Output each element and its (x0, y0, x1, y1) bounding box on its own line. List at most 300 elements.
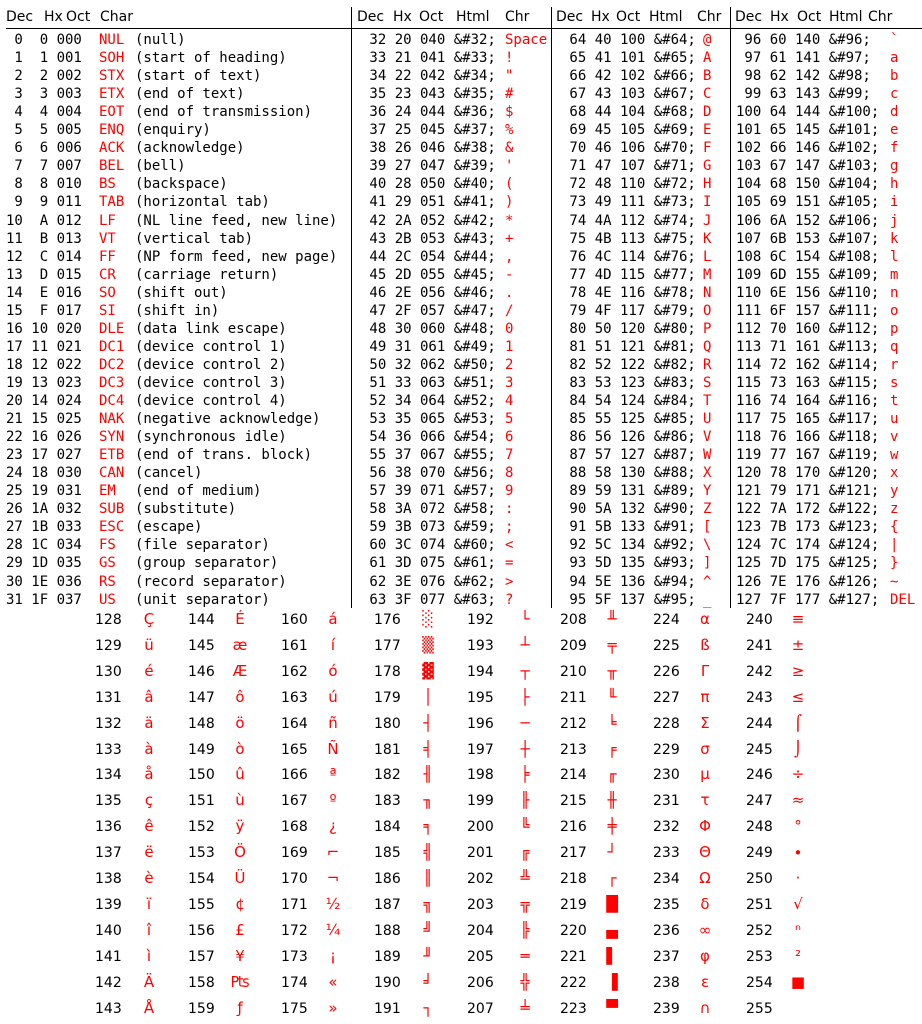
extended-code: 129 (95, 637, 122, 654)
control-description: (device control 1) (135, 338, 287, 355)
extended-char: ¬ (326, 869, 340, 887)
column-header: Oct (66, 9, 91, 25)
extended-char: ╤ (607, 635, 617, 654)
ascii-char: N (703, 284, 712, 301)
ascii-char: * (505, 212, 514, 229)
control-abbrev: LF (99, 212, 116, 229)
extended-char: ë (144, 843, 154, 862)
control-abbrev: BEL (99, 158, 125, 175)
ascii-char: l (890, 248, 899, 265)
extended-code: 141 (95, 948, 122, 965)
extended-char: Æ (232, 661, 248, 680)
ascii-code: 59 3B 073 &#59; (361, 519, 496, 536)
extended-code: 132 (95, 715, 122, 732)
extended-code: 143 (95, 1000, 122, 1017)
extended-char: ╠ (520, 920, 530, 939)
ascii-code: 118 76 166 &#118; (736, 429, 880, 446)
extended-char: σ (700, 739, 710, 758)
extended-code: 211 (560, 689, 587, 706)
extended-char: ≈ (791, 791, 805, 810)
extended-code: 162 (281, 663, 308, 680)
ascii-code: 104 68 150 &#104; (736, 176, 880, 193)
extended-code: 159 (188, 1000, 215, 1017)
ascii-char: 6 (505, 429, 514, 446)
ascii-char: 4 (505, 393, 514, 409)
ascii-code: 24 18 030 (6, 465, 82, 482)
extended-code: 217 (560, 845, 587, 862)
extended-code: 140 (95, 922, 122, 939)
column-header: Chr (505, 9, 530, 25)
column-header: Dec (556, 9, 584, 25)
ascii-char: ] (703, 555, 712, 572)
ascii-char: / (505, 302, 514, 319)
extended-code: 251 (746, 896, 773, 913)
extended-code: 243 (746, 689, 773, 706)
ascii-code: 68 44 104 &#68; (561, 104, 696, 121)
ascii-code: 117 75 165 &#117; (736, 411, 880, 428)
ascii-char: : (505, 501, 514, 518)
extended-code: 236 (653, 922, 680, 939)
ascii-code: 12 C 014 (6, 248, 82, 265)
extended-code: 130 (95, 663, 122, 680)
ascii-char: v (890, 429, 899, 446)
ascii-char: g (890, 158, 899, 175)
extended-char: ₧ (230, 972, 250, 991)
extended-code: 245 (746, 741, 773, 758)
ascii-char: p (890, 320, 899, 337)
extended-char: ╗ (423, 894, 433, 913)
extended-code: 215 (560, 793, 587, 810)
ascii-code: 78 4E 116 &#78; (561, 284, 696, 301)
extended-char: ═ (520, 946, 530, 965)
extended-char: α (700, 610, 710, 628)
ascii-code: 57 39 071 &#57; (361, 483, 496, 500)
extended-code: 237 (653, 948, 680, 965)
extended-char: φ (700, 946, 710, 965)
control-abbrev: US (99, 591, 116, 608)
extended-char: ¼ (325, 920, 341, 939)
extended-char: ∞ (698, 920, 712, 939)
extended-code: 135 (95, 793, 122, 810)
extended-code: 199 (467, 793, 494, 810)
extended-char: ╚ (520, 817, 530, 836)
ascii-code: 16 10 020 (6, 320, 82, 337)
extended-char: ⌐ (326, 843, 340, 862)
extended-char: ≤ (791, 687, 805, 706)
extended-code: 155 (188, 896, 215, 913)
ascii-code: 73 49 111 &#73; (561, 194, 696, 211)
control-abbrev: FF (99, 248, 116, 265)
ascii-char: O (703, 302, 712, 319)
extended-ascii-table (0, 610, 922, 1024)
extended-char: ╨ (607, 610, 617, 628)
column-header: Dec (6, 9, 34, 25)
control-abbrev: ENQ (99, 122, 125, 139)
extended-code: 179 (374, 689, 401, 706)
ascii-char: ' (505, 158, 514, 175)
ascii-code: 86 56 126 &#86; (561, 429, 696, 446)
extended-char: ╬ (520, 972, 530, 991)
ascii-code: 50 32 062 &#50; (361, 356, 496, 373)
ascii-char: L (703, 248, 712, 265)
ascii-code: 106 6A 152 &#106; (736, 212, 880, 229)
control-abbrev: DLE (99, 320, 125, 337)
control-abbrev: CR (99, 266, 116, 283)
ascii-char: F (703, 140, 712, 157)
extended-char: ▓ (422, 661, 434, 680)
extended-code: 174 (281, 974, 308, 991)
ascii-char: r (890, 356, 899, 373)
ascii-code: 40 28 050 &#40; (361, 176, 496, 193)
extended-code: 144 (188, 612, 215, 628)
ascii-code: 41 29 051 &#41; (361, 194, 496, 211)
ascii-char: { (890, 519, 899, 536)
extended-char: ª (329, 765, 337, 784)
extended-code: 161 (281, 637, 308, 654)
extended-code: 234 (653, 871, 680, 887)
ascii-char: J (703, 212, 712, 229)
ascii-code: 113 71 161 &#113; (736, 338, 880, 355)
ascii-code: 18 12 022 (6, 356, 82, 373)
extended-char: √ (793, 894, 803, 913)
ascii-code: 110 6E 156 &#110; (736, 284, 880, 301)
extended-char: π (700, 687, 710, 706)
extended-char: ╩ (520, 869, 530, 887)
ascii-code: 114 72 162 &#114; (736, 356, 880, 373)
control-description: (acknowledge) (135, 140, 245, 157)
ascii-code: 23 17 027 (6, 447, 82, 464)
ascii-char: | (890, 537, 899, 554)
extended-code: 158 (188, 974, 215, 991)
control-abbrev: SI (99, 302, 116, 319)
ascii-code: 7 7 007 (6, 158, 82, 175)
extended-code: 147 (188, 689, 215, 706)
ascii-code: 2 2 002 (6, 68, 82, 85)
ascii-char: X (703, 465, 712, 482)
extended-char: ╒ (607, 739, 617, 758)
ascii-code: 8 8 010 (6, 176, 82, 193)
control-abbrev: BS (99, 176, 116, 193)
extended-char: É (235, 610, 245, 628)
ascii-code: 91 5B 133 &#91; (561, 519, 696, 536)
extended-code: 202 (467, 871, 494, 887)
ascii-code: 14 E 016 (6, 284, 82, 301)
ascii-code: 116 74 164 &#116; (736, 393, 880, 409)
ascii-code: 43 2B 053 &#43; (361, 230, 496, 247)
control-description: (carriage return) (135, 266, 279, 283)
extended-char: ∙ (793, 843, 803, 862)
ascii-code: 30 1E 036 (6, 573, 82, 590)
extended-char: ¡ (329, 946, 336, 965)
ascii-code: 4 4 004 (6, 104, 82, 121)
control-description: (shift out) (135, 284, 228, 301)
ascii-code: 88 58 130 &#88; (561, 465, 696, 482)
extended-code: 226 (653, 663, 680, 680)
extended-code: 196 (467, 715, 494, 732)
extended-char: ▐ (606, 972, 618, 991)
extended-code: 151 (188, 793, 215, 810)
extended-code: 244 (746, 715, 773, 732)
control-description: (device control 3) (135, 374, 287, 391)
extended-code: 221 (560, 948, 587, 965)
column-header: Dec (357, 9, 385, 25)
ascii-code: 95 5F 137 &#95; (561, 591, 696, 608)
extended-char: ┼ (520, 739, 530, 758)
ascii-char: ^ (703, 573, 712, 590)
ascii-code: 85 55 125 &#85; (561, 411, 696, 428)
extended-char: ó (328, 661, 338, 680)
ascii-char: 0 (505, 320, 514, 337)
extended-code: 241 (746, 637, 773, 654)
ascii-code: 119 77 167 &#119; (736, 447, 880, 464)
ascii-char: } (890, 555, 899, 572)
extended-code: 189 (374, 948, 401, 965)
ascii-code: 62 3E 076 &#62; (361, 573, 496, 590)
control-description: (enquiry) (135, 122, 211, 139)
ascii-code: 60 3C 074 &#60; (361, 537, 496, 554)
extended-code: 227 (653, 689, 680, 706)
extended-code: 195 (467, 689, 494, 706)
extended-code: 154 (188, 871, 215, 887)
extended-char: ╡ (423, 739, 433, 758)
column-header: Oct (797, 9, 822, 25)
extended-char: ╢ (423, 765, 433, 784)
ascii-code: 27 1B 033 (6, 519, 82, 536)
extended-code: 201 (467, 845, 494, 862)
control-description: (group separator) (135, 555, 279, 572)
extended-char: Σ (700, 713, 710, 732)
ascii-code: 11 B 013 (6, 230, 82, 247)
ascii-code: 74 4A 112 &#74; (561, 212, 696, 229)
extended-code: 250 (746, 871, 773, 887)
extended-char: Φ (699, 817, 711, 836)
ascii-char: DEL (890, 591, 916, 608)
extended-code: 200 (467, 819, 494, 836)
ascii-char: j (890, 212, 899, 229)
control-abbrev: RS (99, 573, 116, 590)
ascii-char: ; (505, 519, 514, 536)
control-description: (unit separator) (135, 591, 270, 608)
extended-code: 148 (188, 715, 215, 732)
ascii-code: 33 21 041 &#33; (361, 50, 496, 67)
ascii-code: 17 11 021 (6, 338, 82, 355)
ascii-code: 63 3F 077 &#63; (361, 591, 496, 608)
extended-code: 223 (560, 1000, 587, 1017)
extended-char: ┤ (423, 713, 433, 732)
ascii-char: [ (703, 519, 712, 536)
ascii-code: 22 16 026 (6, 429, 82, 446)
ascii-code: 25 19 031 (6, 483, 82, 500)
extended-char: ▀ (606, 998, 618, 1017)
ascii-code: 127 7F 177 &#127; (736, 591, 880, 608)
extended-char: ╕ (423, 817, 433, 836)
ascii-char: T (703, 393, 712, 409)
ascii-char: e (890, 122, 899, 139)
ascii-char: y (890, 483, 899, 500)
ascii-code: 29 1D 035 (6, 555, 82, 572)
column-header: Html (456, 9, 490, 25)
extended-char: ÿ (235, 817, 245, 836)
ascii-code: 54 36 066 &#54; (361, 429, 496, 446)
ascii-char: % (505, 122, 514, 139)
extended-char: │ (423, 687, 433, 706)
extended-code: 252 (746, 922, 773, 939)
extended-char: ┐ (423, 998, 433, 1017)
extended-char: ≡ (791, 610, 805, 628)
control-description: (NP form feed, new page) (135, 248, 338, 265)
extended-char: î (146, 920, 152, 939)
ascii-char: b (890, 68, 899, 85)
ascii-code: 98 62 142 &#98; (736, 68, 871, 85)
ascii-code: 80 50 120 &#80; (561, 320, 696, 337)
extended-char: ç (144, 791, 154, 810)
ascii-char: Z (703, 501, 712, 518)
extended-char: » (328, 998, 338, 1017)
extended-code: 214 (560, 767, 587, 784)
ascii-code: 0 0 000 (6, 32, 82, 48)
extended-code: 248 (746, 819, 773, 836)
extended-char: Å (143, 998, 155, 1017)
extended-char: ■ (790, 972, 806, 991)
extended-code: 229 (653, 741, 680, 758)
column-header: Hx (591, 9, 610, 25)
ascii-code: 61 3D 075 &#61; (361, 555, 496, 572)
ascii-char: V (703, 429, 712, 446)
ascii-code: 120 78 170 &#120; (736, 465, 880, 482)
extended-char: º (329, 791, 337, 810)
ascii-code: 125 7D 175 &#125; (736, 555, 880, 572)
column-header: Oct (419, 9, 444, 25)
ascii-code: 56 38 070 &#56; (361, 465, 496, 482)
ascii-code: 3 3 003 (6, 86, 82, 103)
ascii-code: 5 5 005 (6, 122, 82, 139)
ascii-char: 1 (505, 338, 514, 355)
extended-char: æ (232, 635, 248, 654)
extended-code: 187 (374, 896, 401, 913)
control-description: (substitute) (135, 501, 237, 518)
column-header: Dec (735, 9, 763, 25)
ascii-char: K (703, 230, 712, 247)
ascii-code: 9 9 011 (6, 194, 82, 211)
extended-code: 198 (467, 767, 494, 784)
column-header: Html (649, 9, 683, 25)
extended-char: ì (146, 946, 152, 965)
control-description: (device control 4) (135, 393, 287, 409)
extended-char: ê (144, 817, 154, 836)
ascii-code: 19 13 023 (6, 374, 82, 391)
extended-char: ┘ (607, 843, 617, 862)
control-description: (null) (135, 32, 186, 48)
ascii-char: m (890, 266, 899, 283)
extended-code: 233 (653, 845, 680, 862)
extended-char: Ü (234, 869, 246, 887)
extended-char: · (795, 869, 801, 887)
extended-code: 194 (467, 663, 494, 680)
header-rule (6, 28, 922, 29)
extended-code: 177 (374, 637, 401, 654)
ascii-code: 105 69 151 &#105; (736, 194, 880, 211)
ascii-code: 67 43 103 &#67; (561, 86, 696, 103)
ascii-char: n (890, 284, 899, 301)
control-description: (end of text) (135, 86, 245, 103)
extended-code: 153 (188, 845, 215, 862)
ascii-code: 102 66 146 &#102; (736, 140, 880, 157)
extended-code: 188 (374, 922, 401, 939)
ascii-char: o (890, 302, 899, 319)
extended-code: 253 (746, 948, 773, 965)
ascii-char: h (890, 176, 899, 193)
ascii-char: _ (703, 591, 712, 608)
ascii-char: ) (505, 194, 514, 211)
ascii-char: > (505, 573, 514, 590)
extended-code: 203 (467, 896, 494, 913)
ascii-code: 92 5C 134 &#92; (561, 537, 696, 554)
extended-char: ⌠ (794, 713, 802, 732)
control-description: (record separator) (135, 573, 287, 590)
ascii-code: 109 6D 155 &#109; (736, 266, 880, 283)
extended-char: ° (794, 817, 802, 836)
ascii-code: 71 47 107 &#71; (561, 158, 696, 175)
extended-char: ╥ (607, 661, 617, 680)
ascii-char: Space (505, 32, 548, 48)
ascii-char: ? (505, 591, 514, 608)
extended-char: ü (144, 635, 154, 654)
extended-code: 230 (653, 767, 680, 784)
control-description: (backspace) (135, 176, 228, 193)
ascii-code: 53 35 065 &#53; (361, 411, 496, 428)
extended-char: ─ (520, 713, 530, 732)
extended-code: 219 (560, 896, 587, 913)
extended-code: 136 (95, 819, 122, 836)
extended-code: 224 (653, 612, 680, 628)
ascii-char: - (505, 266, 514, 283)
ascii-char: U (703, 411, 712, 428)
extended-char: ¿ (329, 817, 337, 836)
control-description: (end of medium) (135, 483, 262, 500)
ascii-char: G (703, 158, 712, 175)
extended-char: ▒ (422, 635, 434, 654)
extended-char: ╙ (607, 687, 617, 706)
extended-code: 238 (653, 974, 680, 991)
extended-char: ÷ (791, 765, 805, 784)
control-abbrev: TAB (99, 194, 125, 211)
extended-code: 150 (188, 767, 215, 784)
ascii-code: 72 48 110 &#72; (561, 176, 696, 193)
extended-code: 186 (374, 871, 401, 887)
extended-char: à (144, 739, 154, 758)
ascii-char: H (703, 176, 712, 193)
ascii-code: 45 2D 055 &#45; (361, 266, 496, 283)
ascii-char: < (505, 537, 514, 554)
control-abbrev: DC2 (99, 356, 125, 373)
ascii-code: 48 30 060 &#48; (361, 320, 496, 337)
control-abbrev: VT (99, 230, 116, 247)
ascii-code: 108 6C 154 &#108; (736, 248, 880, 265)
extended-char: ╛ (423, 972, 433, 991)
ascii-char: 7 (505, 447, 514, 464)
column-header: Hx (770, 9, 789, 25)
extended-code: 169 (281, 845, 308, 862)
extended-code: 175 (281, 1000, 308, 1017)
control-description: (start of heading) (135, 50, 287, 67)
extended-char: δ (700, 894, 710, 913)
extended-code: 205 (467, 948, 494, 965)
control-abbrev: EM (99, 483, 116, 500)
extended-code: 173 (281, 948, 308, 965)
extended-char: ┌ (607, 869, 617, 887)
ascii-char: 8 (505, 465, 514, 482)
ascii-char: D (703, 104, 712, 121)
